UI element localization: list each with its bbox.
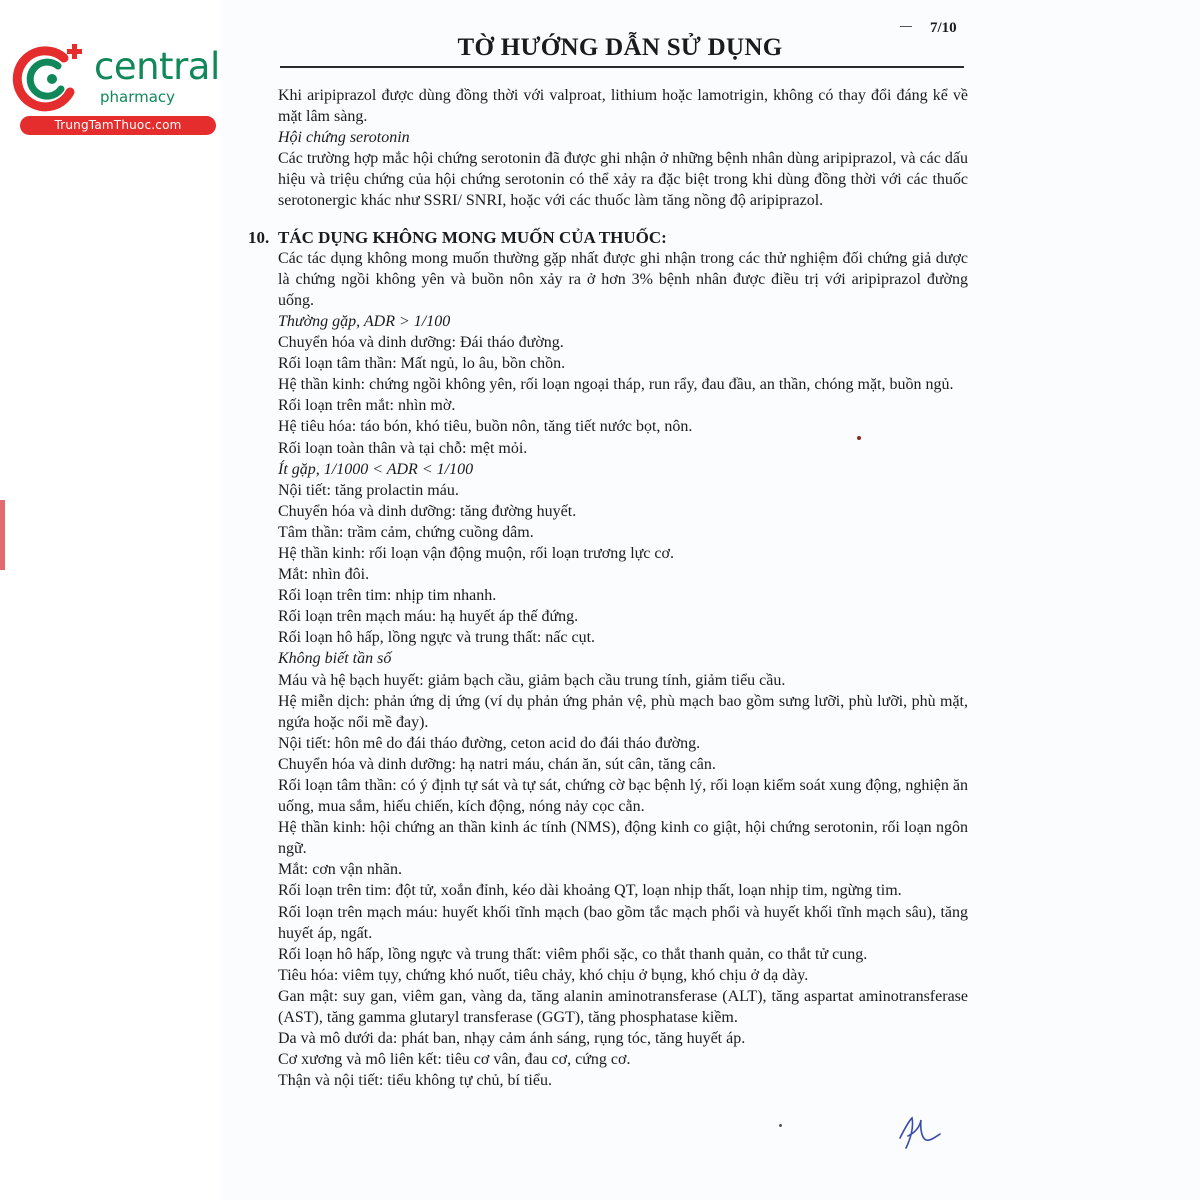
list-item: Rối loạn trên mắt: nhìn mờ. — [278, 397, 456, 415]
list-item: Rối loạn trên mạch máu: hạ huyết áp thế đứng. — [278, 608, 579, 626]
page-number: 7/10 — [930, 20, 957, 36]
paragraph-adr-intro: Các tác dụng không mong muốn thường gặp nhất được ghi nhận trong các thử nghiệm đối chứng giả dược là chứng ngồi không yên và buồn nôn xảy ra ở hơn 3% bệnh nhân được điều trị với aripiprazol đường uống. — [278, 249, 968, 309]
list-item: Thận và nội tiết: tiểu không tự chủ, bí tiểu. — [278, 1072, 552, 1090]
list-item: Chuyển hóa và dinh dưỡng: hạ natri máu, chán ăn, sút cân, tăng cân. — [278, 755, 716, 773]
list-item: Gan mật: suy gan, viêm gan, vàng da, tăng alanin aminotransferase (ALT), tăng aspartat aminotransferase (AST), tăng gamma glutaryl transferase (GGT), tăng phosphatase kiềm. — [278, 987, 968, 1027]
document-body — [248, 85, 968, 1091]
list-item: Chuyển hóa và dinh dưỡng: tăng đường huyết. — [278, 502, 577, 520]
section-number: 10. — [248, 227, 270, 247]
list-item: Rối loạn hô hấp, lồng ngực và trung thất: viêm phổi sặc, co thắt thanh quản, co thắt tử cung. — [278, 945, 868, 963]
list-item: Rối loạn trên mạch máu: huyết khối tĩnh mạch (bao gồm tắc mạch phổi và huyết khối tĩnh mạch sâu), tăng huyết áp, ngất. — [278, 903, 968, 942]
list-item: Rối loạn hô hấp, lồng ngực và trung thất: nấc cụt. — [278, 629, 596, 647]
list-item: Tâm thần: trầm cảm, chứng cuồng dâm. — [278, 523, 534, 541]
edge-mark — [0, 500, 5, 570]
subheading-common: Thường gặp, ADR > 1/100 — [278, 312, 451, 330]
paragraph-interaction: Khi aripiprazol được dùng đồng thời với valproat, lithium hoặc lamotrigin, không có thay đổi đáng kể về mặt lâm sàng. — [278, 87, 968, 126]
list-item: Rối loạn tâm thần: có ý định tự sát và tự sát, chứng cờ bạc bệnh lý, rối loạn kiểm soát xung động, nghiện ăn uống, mua sắm, hiếu chiến, kích động, nóng nảy cọc cằn. — [278, 777, 968, 816]
subheading-uncommon: Ít gặp, 1/1000 < ADR < 1/100 — [278, 460, 474, 478]
page-number-dash — [900, 26, 912, 27]
list-item: Rối loạn trên tim: nhịp tim nhanh. — [278, 587, 497, 605]
list-item: Tiêu hóa: viêm tụy, chứng khó nuốt, tiêu chảy, khó chịu ở bụng, khó chịu ở dạ dày. — [278, 966, 809, 984]
brand-tagline: pharmacy — [100, 88, 176, 106]
subheading-unknown-frequency: Không biết tần số — [278, 650, 392, 668]
title-underline — [280, 66, 964, 68]
list-item: Nội tiết: tăng prolactin máu. — [278, 481, 459, 499]
list-item: Rối loạn toàn thân và tại chỗ: mệt mỏi. — [278, 439, 528, 457]
paragraph-serotonin: Các trường hợp mắc hội chứng serotonin đã được ghi nhận ở những bệnh nhân dùng aripiprazol, và các dấu hiệu và triệu chứng của hội chứng serotonin có thể xảy ra đặc biệt trong khi dùng đồng thời với các thuốc serotonergic khác như SSRI/ SNRI, hoặc với các thuốc làm tăng nồng độ aripiprazol. — [278, 150, 968, 210]
list-item: Nội tiết: hôn mê do đái tháo đường, ceton acid do đái tháo đường. — [278, 734, 701, 752]
list-item: Hệ thần kinh: chứng ngồi không yên, rối loạn ngoại tháp, run rẩy, đau đầu, an thần, chóng mặt, buồn ngủ. — [278, 376, 954, 394]
list-item: Rối loạn tâm thần: Mất ngủ, lo âu, bồn chồn. — [278, 355, 566, 373]
signature-icon — [890, 1108, 950, 1153]
subheading-serotonin: Hội chứng serotonin — [278, 129, 410, 147]
list-item: Cơ xương và mô liên kết: tiêu cơ vân, đau cơ, cứng cơ. — [278, 1051, 631, 1069]
document-title: TỜ HƯỚNG DẪN SỬ DỤNG — [457, 34, 783, 61]
list-item: Hệ thần kinh: hội chứng an thần kinh ác tính (NMS), động kinh co giật, hội chứng serotonin, rối loạn ngôn ngữ. — [278, 819, 968, 858]
list-item: Máu và hệ bạch huyết: giảm bạch cầu, giảm bạch cầu trung tính, giảm tiểu cầu. — [278, 671, 786, 689]
list-item: Hệ tiêu hóa: táo bón, khó tiêu, buồn nôn, tăng tiết nước bọt, nôn. — [278, 418, 693, 436]
list-item: Chuyển hóa và dinh dưỡng: Đái tháo đường. — [278, 334, 564, 352]
section-10-heading — [248, 227, 968, 248]
list-item: Da và mô dưới da: phát ban, nhạy cảm ánh sáng, rụng tóc, tăng huyết áp. — [278, 1030, 746, 1048]
ink-dot — [779, 1124, 782, 1127]
list-item: Mắt: cơn vận nhãn. — [278, 861, 402, 879]
list-item: Hệ miễn dịch: phản ứng dị ứng (ví dụ phản ứng phản vệ, phù mạch bao gồm sưng lưỡi, phù lưỡi, phù mặt, ngứa hoặc nổi mề đay). — [278, 692, 968, 731]
brand-website[interactable]: TrungTamThuoc.com — [20, 116, 216, 135]
list-item: Hệ thần kinh: rối loạn vận động muộn, rối loạn trương lực cơ. — [278, 544, 674, 562]
brand-name: central — [94, 45, 220, 88]
list-item: Rối loạn trên tim: đột tử, xoắn đỉnh, kéo dài khoảng QT, loạn nhịp thất, loạn nhịp tim, ngừng tim. — [278, 882, 902, 900]
ink-dot — [857, 436, 861, 440]
section-title: TÁC DỤNG KHÔNG MONG MUỐN CỦA THUỐC: — [278, 227, 667, 247]
list-item: Mắt: nhìn đôi. — [278, 566, 370, 584]
